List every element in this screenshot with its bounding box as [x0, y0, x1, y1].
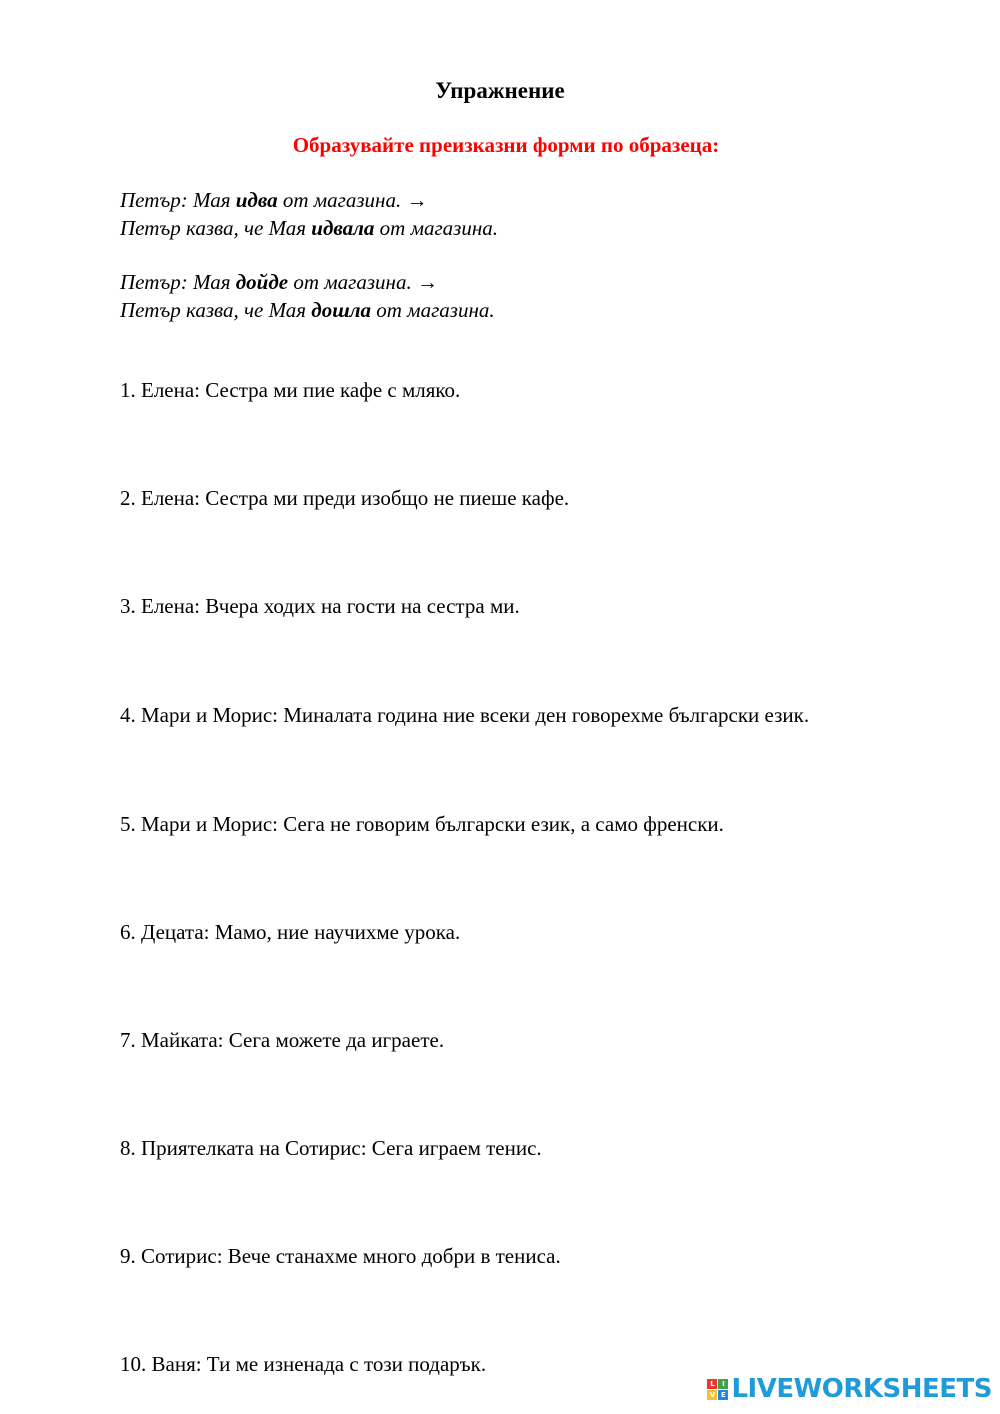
example-1 — [120, 186, 498, 242]
example-2 — [120, 268, 495, 324]
example-answer: Петър казва, че Мая дошла от магазина. — [120, 298, 495, 322]
exercise-item-7: 7. Майката: Сега можете да играете. — [120, 1028, 445, 1052]
exercise-item-9: 9. Сотирис: Вече станахме много добри в тениса. — [120, 1244, 561, 1268]
example-answer: Петър казва, че Мая идвала от магазина. — [120, 216, 499, 240]
example-question: Петър: Мая идва от магазина. → — [120, 188, 428, 212]
exercise-item-4: 4. Мари и Морис: Миналата година ние всеки ден говорехме български език. — [120, 703, 810, 727]
exercise-item-5: 5. Мари и Морис: Сега не говорим български език, а само френски. — [120, 812, 724, 836]
page-title: Упражнение — [435, 78, 565, 103]
exercise-item-6: 6. Децата: Мамо, ние научихме урока. — [120, 920, 461, 944]
instruction-heading: Образувайте преизказни форми по образеца: — [292, 133, 720, 157]
logo-letter: V — [707, 1390, 717, 1400]
exercise-item-10: 10. Ваня: Ти ме изненада с този подарък. — [120, 1352, 487, 1376]
liveworksheets-logo — [707, 1374, 992, 1404]
exercise-item-8: 8. Приятелката на Сотирис: Сега играем тенис. — [120, 1136, 542, 1160]
logo-letter: E — [718, 1390, 728, 1400]
logo-icon — [707, 1379, 728, 1400]
exercise-item-1: 1. Елена: Сестра ми пие кафе с мляко. — [120, 378, 461, 402]
logo-text: LIVEWORKSHEETS — [731, 1374, 992, 1404]
exercise-item-3: 3. Елена: Вчера ходих на гости на сестра ми. — [120, 594, 520, 618]
exercise-item-2: 2. Елена: Сестра ми преди изобщо не пиеше кафе. — [120, 486, 570, 510]
example-question: Петър: Мая дойде от магазина. → — [120, 270, 438, 294]
logo-letter: L — [707, 1379, 717, 1389]
logo-letter: I — [718, 1379, 728, 1389]
